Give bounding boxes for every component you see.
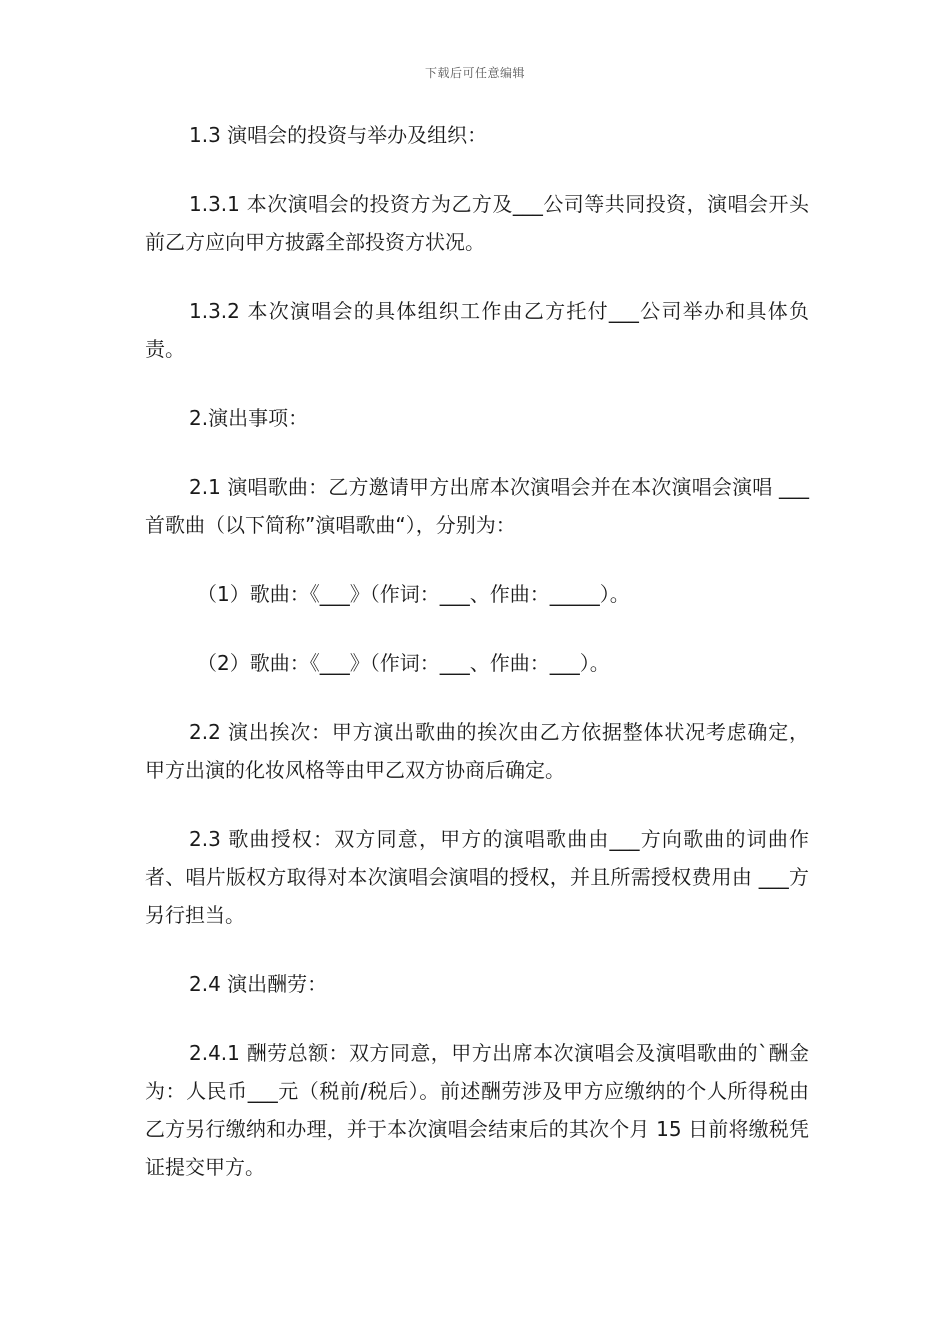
section-2-heading: 2.演出事项： bbox=[189, 406, 309, 430]
clause-2-1: 2.1 演唱歌曲：乙方邀请甲方出席本次演唱会并在本次演唱会演唱 ___首歌曲（以下简称”演唱歌曲“），分别为： bbox=[145, 475, 809, 537]
clause-2-4-1: 2.4.1 酬劳总额：双方同意，甲方出席本次演唱会及演唱歌曲的`酬金为：人民币___元（税前/税后）。前述酬劳涉及甲方应缴纳的个人所得税由乙方另行缴纳和办理，并于本次演唱会结束后的其次个月 15 日前将缴税凭证提交甲方。 bbox=[145, 1041, 809, 1179]
clause-1-3-1: 1.3.1 本次演唱会的投资方为乙方及___公司等共同投资，演唱会开头前乙方应向甲方披露全部投资方状况。 bbox=[145, 192, 809, 254]
document-body bbox=[145, 116, 809, 1217]
song-item-1: （1）歌曲：《___》（作词：___、作曲：_____）。 bbox=[197, 582, 630, 606]
section-2-4-heading: 2.4 演出酬劳： bbox=[189, 972, 328, 996]
song-item-2: （2）歌曲：《___》（作词：___、作曲：___）。 bbox=[197, 651, 610, 675]
section-1-3-heading: 1.3 演唱会的投资与举办及组织： bbox=[189, 123, 488, 147]
clause-1-3-2: 1.3.2 本次演唱会的具体组织工作由乙方托付___公司举办和具体负责。 bbox=[145, 299, 809, 361]
clause-2-2: 2.2 演出挨次：甲方演出歌曲的挨次由乙方依据整体状况考虑确定， 甲方出演的化妆风格等由甲乙双方协商后确定。 bbox=[145, 720, 809, 782]
page-header: 下载后可任意编辑 bbox=[424, 66, 525, 80]
clause-2-3: 2.3 歌曲授权：双方同意，甲方的演唱歌曲由___方向歌曲的词曲作者、唱片版权方取得对本次演唱会演唱的授权，并且所需授权费用由 ___方另行担当。 bbox=[145, 827, 809, 927]
